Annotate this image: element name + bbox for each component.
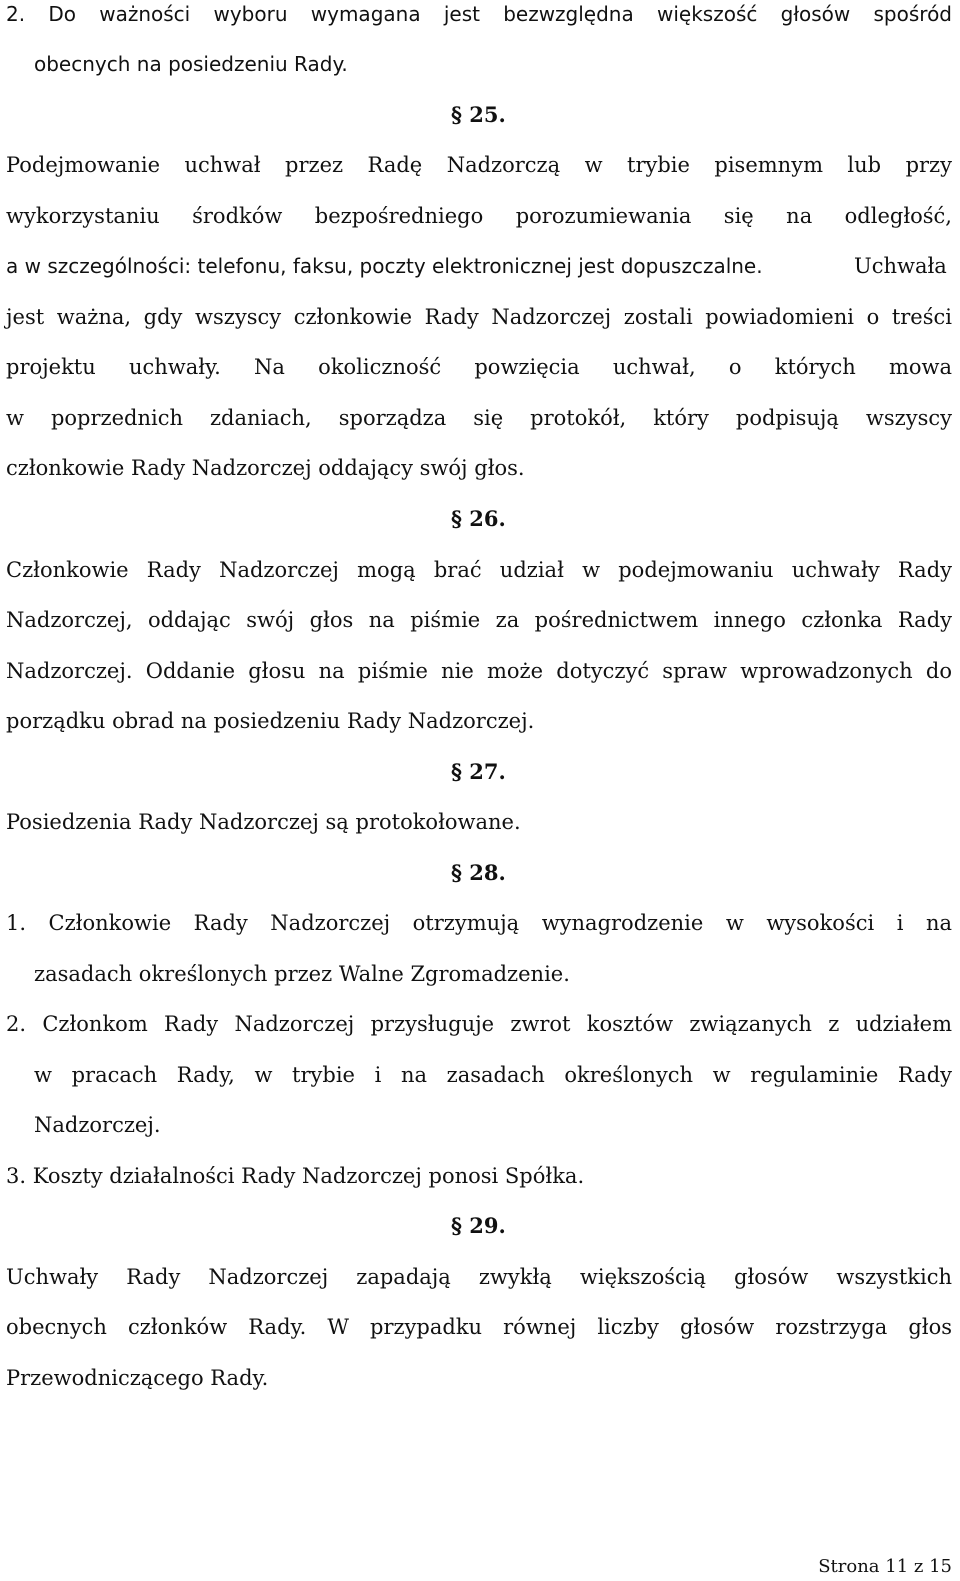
paragraph-line: 2. Do ważności wyboru wymagana jest bezwzględna większość głosów spośród xyxy=(6,2,952,26)
paragraph-line: Nadzorczej, oddając swój głos na piśmie za pośrednictwem innego członka Rady xyxy=(6,608,952,632)
paragraph-line: Uchwała xyxy=(854,254,947,278)
section-heading-25: § 25. xyxy=(451,102,506,127)
paragraph-line: Członkowie Rady Nadzorczej mogą brać udział w podejmowaniu uchwały Rady xyxy=(6,558,952,582)
page-number: Strona 11 z 15 xyxy=(818,1556,952,1577)
list-item-line: 3. Koszty działalności Rady Nadzorczej ponosi Spółka. xyxy=(6,1164,585,1188)
list-item-line: zasadach określonych przez Walne Zgromadzenie. xyxy=(34,962,570,986)
section-heading-28: § 28. xyxy=(451,860,506,885)
list-item-line: w pracach Rady, w trybie i na zasadach określonych w regulaminie Rady xyxy=(34,1063,952,1087)
paragraph-line: Uchwały Rady Nadzorczej zapadają zwykłą większością głosów wszystkich xyxy=(6,1265,952,1289)
paragraph-line: jest ważna, gdy wszyscy członkowie Rady Nadzorczej zostali powiadomieni o treści xyxy=(6,305,952,329)
section-heading-29: § 29. xyxy=(451,1213,506,1238)
list-item-line: 1. Członkowie Rady Nadzorczej otrzymują wynagrodzenie w wysokości i na xyxy=(6,911,952,935)
paragraph-line: a w szczególności: telefonu, faksu, poczty elektronicznej jest dopuszczalne. xyxy=(6,254,763,278)
section-heading-27: § 27. xyxy=(451,759,506,784)
paragraph-line: Posiedzenia Rady Nadzorczej są protokołowane. xyxy=(6,810,521,834)
paragraph-line: w poprzednich zdaniach, sporządza się protokół, który podpisują wszyscy xyxy=(6,406,952,430)
section-heading-26: § 26. xyxy=(451,506,506,531)
paragraph-line: wykorzystaniu środków bezpośredniego porozumiewania się na odległość, xyxy=(6,204,952,228)
paragraph-line: Podejmowanie uchwał przez Radę Nadzorczą w trybie pisemnym lub przy xyxy=(6,153,952,177)
paragraph-line: Nadzorczej. Oddanie głosu na piśmie nie może dotyczyć spraw wprowadzonych do xyxy=(6,659,952,683)
paragraph-line: Przewodniczącego Rady. xyxy=(6,1366,269,1390)
paragraph-line: członkowie Rady Nadzorczej oddający swój głos. xyxy=(6,456,525,480)
list-item-line: 2. Członkom Rady Nadzorczej przysługuje zwrot kosztów związanych z udziałem xyxy=(6,1012,952,1036)
paragraph-line: obecnych członków Rady. W przypadku równej liczby głosów rozstrzyga głos xyxy=(6,1315,952,1339)
paragraph-line: porządku obrad na posiedzeniu Rady Nadzorczej. xyxy=(6,709,535,733)
paragraph-line: obecnych na posiedzeniu Rady. xyxy=(34,52,348,76)
list-item-line: Nadzorczej. xyxy=(34,1113,161,1137)
paragraph-line: projektu uchwały. Na okoliczność powzięcia uchwał, o których mowa xyxy=(6,355,952,379)
